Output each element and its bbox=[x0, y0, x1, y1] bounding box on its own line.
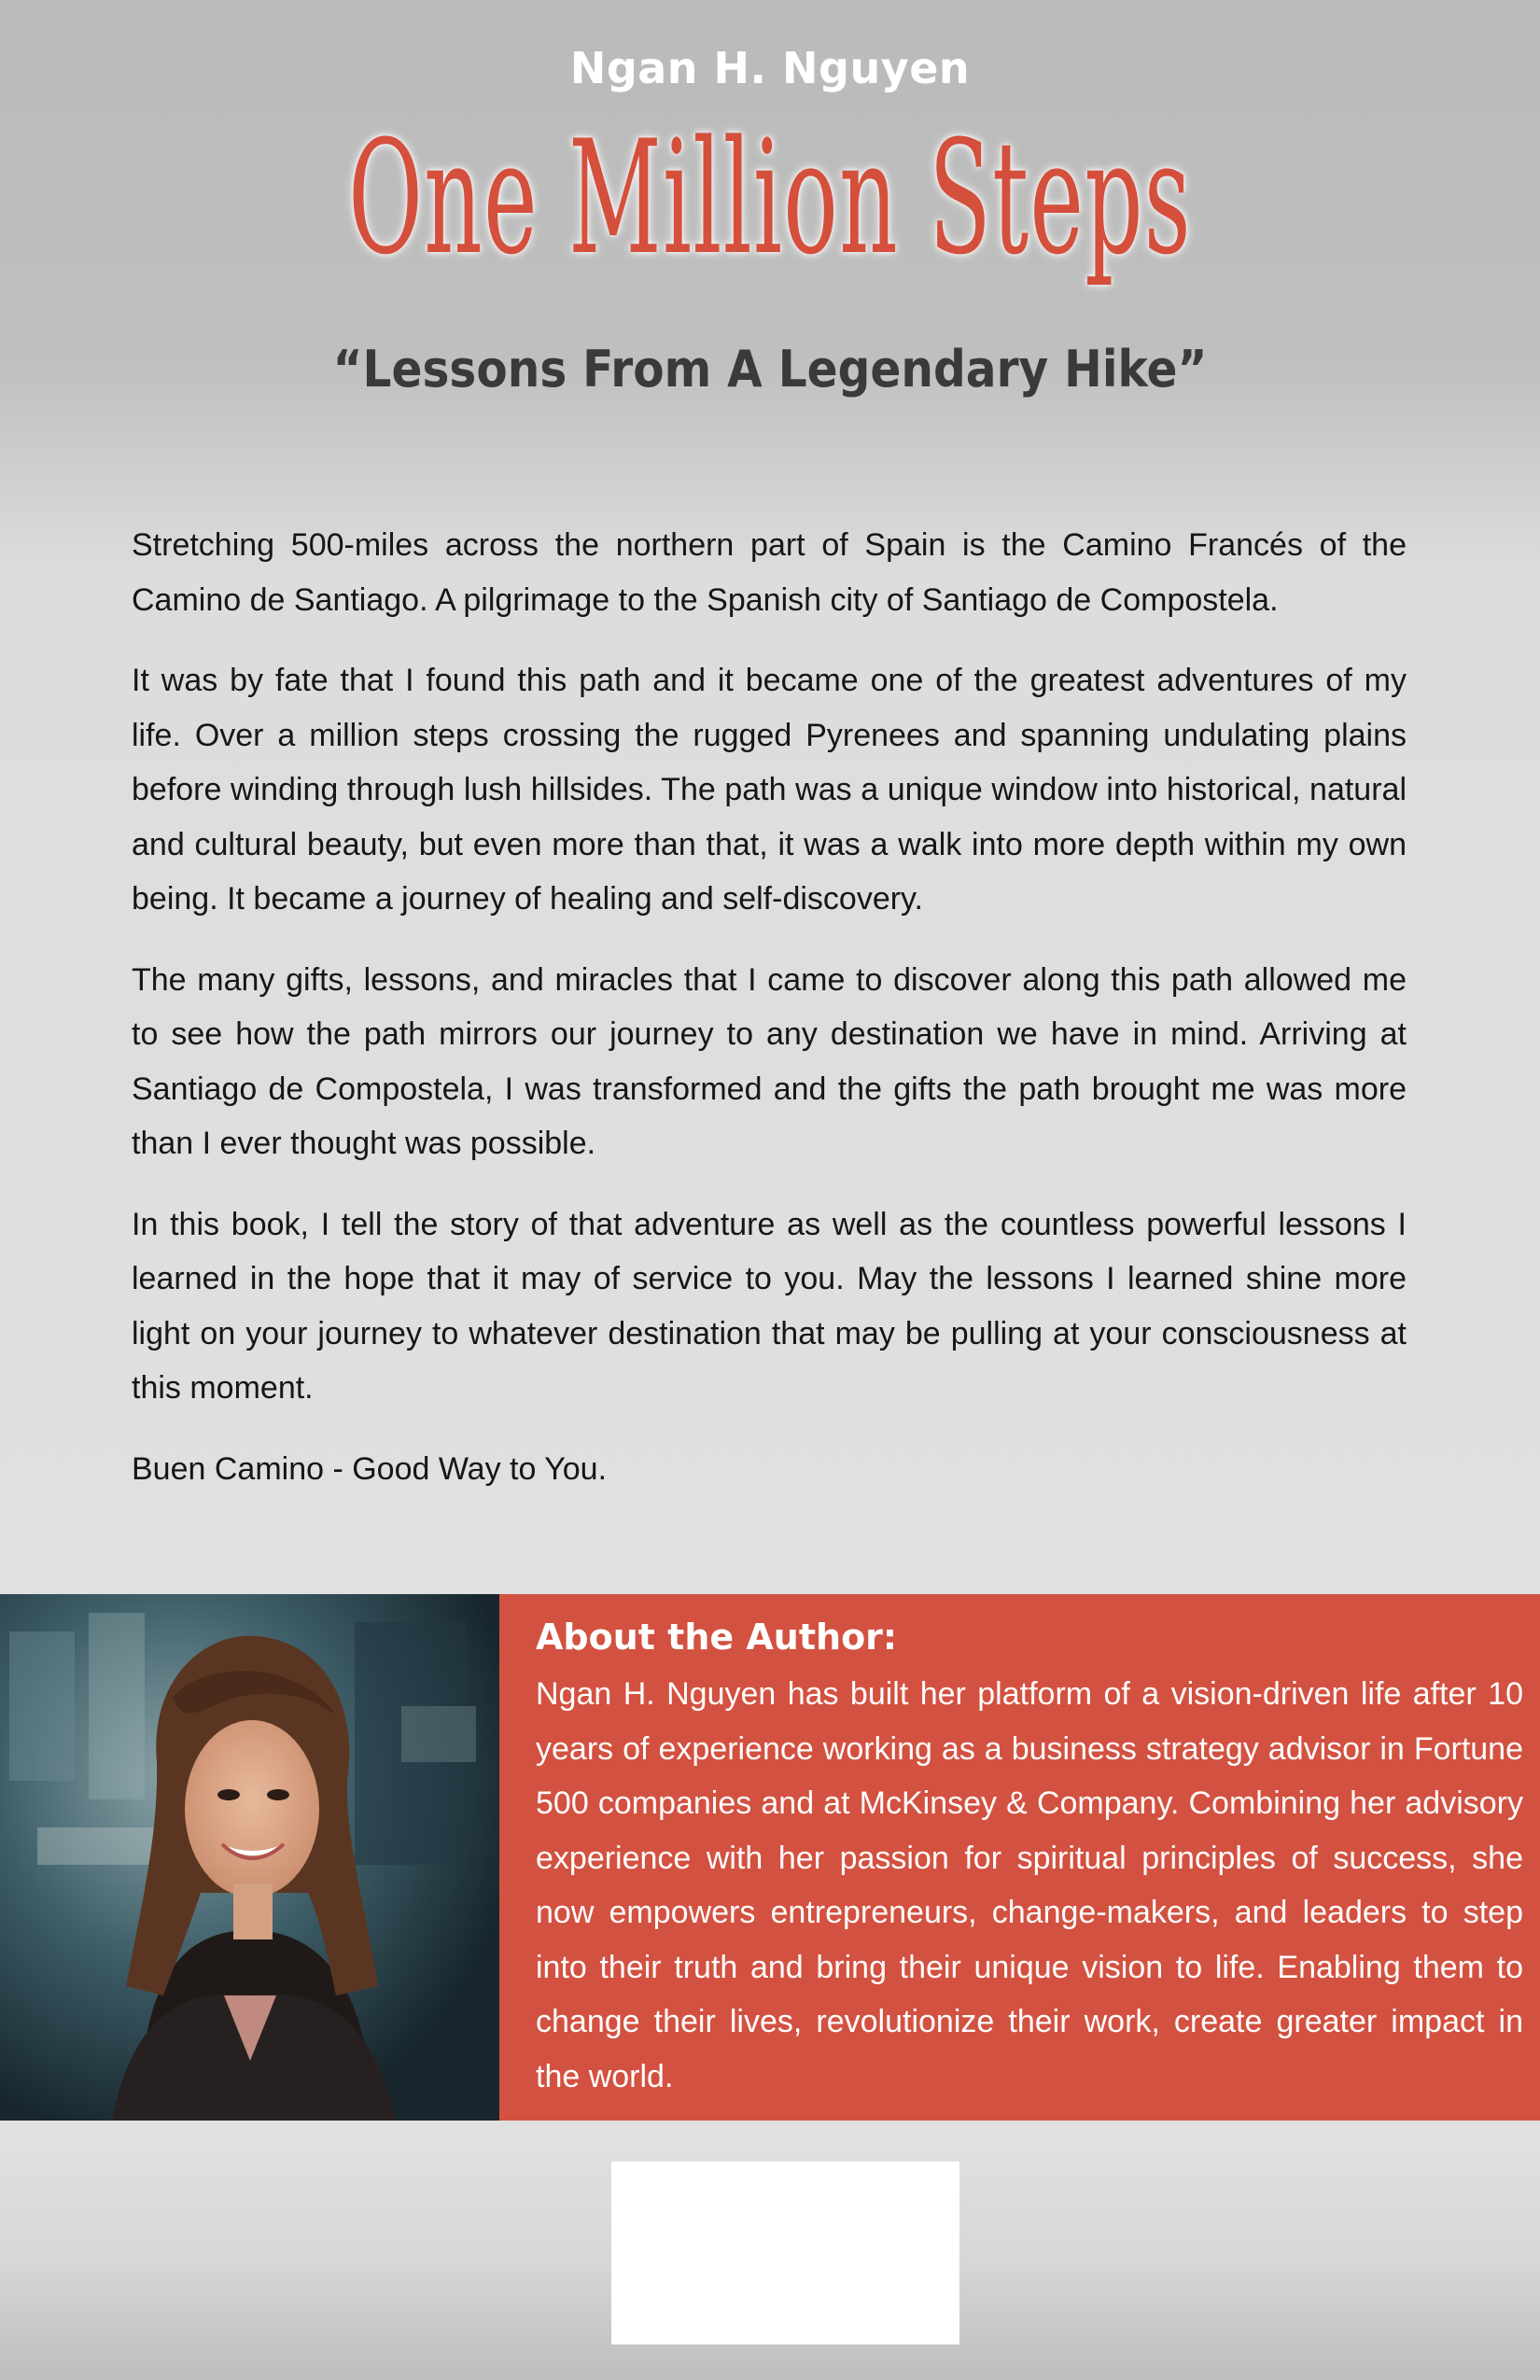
about-author-heading: About the Author: bbox=[536, 1617, 898, 1658]
about-author-box bbox=[499, 1594, 1540, 2121]
about-author-section bbox=[0, 1594, 1540, 2121]
barcode-placeholder bbox=[611, 2162, 959, 2345]
book-title: One Million Steps bbox=[348, 106, 1192, 289]
author-portrait-image bbox=[0, 1594, 499, 2121]
book-subtitle: “Lessons From A Legendary Hike” bbox=[332, 340, 1208, 399]
about-author-text: Ngan H. Nguyen has built her platform of a vision-driven life after 10 years of experience working as a business strategy advisor in Fortune 500 companies and at McKinsey & Company. Combining her advisory experience with her passion for spiritual principles of success, she now empowers entrepreneurs, change-makers, and leaders to step into their truth and bring their unique vision to life. Enabling them to change their lives, revolutionize their work, create greater impact in the world. bbox=[536, 1676, 1523, 2094]
author-name: Ngan H. Nguyen bbox=[569, 43, 971, 93]
description-paragraph: Stretching 500-miles across the northern part of Spain is the Camino Francés of the Camino de Santiago. A pilgrimage to the Spanish city of Santiago de Compostela. bbox=[132, 527, 1407, 618]
author-photo bbox=[0, 1594, 499, 2121]
description-paragraph: The many gifts, lessons, and miracles that I came to discover along this path allowed me to see how the path mirrors our journey to any destination we have in mind. Arriving at Santiago de Compostela, I was transformed and the gifts the path brought me was more than I ever thought was possible. bbox=[132, 961, 1407, 1161]
description-paragraph: Buen Camino - Good Way to You. bbox=[132, 1450, 608, 1487]
book-description bbox=[132, 518, 1407, 1522]
description-paragraph: It was by fate that I found this path and it became one of the greatest adventures of my life. Over a million steps crossing the rugged Pyrenees and spanning undulating plains before winding through lush hillsides. The path was a unique window into historical, natural and cultural beauty, but even more than that, it was a walk into more depth within my own being. It became a journey of healing and self-discovery. bbox=[132, 663, 1407, 917]
description-paragraph: In this book, I tell the story of that adventure as well as the countless powerful lessons I learned in the hope that it may of service to you. May the lessons I learned shine more light on your journey to whatever destination that may be pulling at your consciousness at this moment. bbox=[132, 1206, 1407, 1406]
